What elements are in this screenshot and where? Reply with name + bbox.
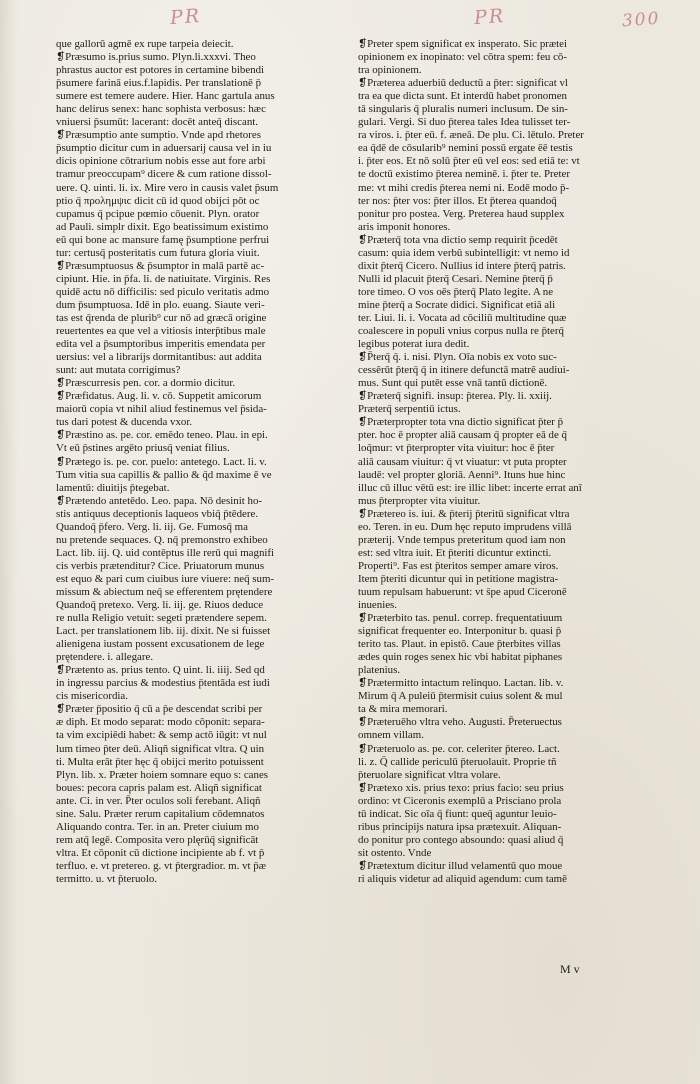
text-line: inuenies.	[358, 599, 398, 612]
text-line: laudē: vel propter gloriā. Aenni⁹. Ituns hue hinc	[358, 468, 566, 481]
text-line: cis verbis prætenditur? Cice. Priuatorum munus	[56, 559, 265, 572]
text-line: sunt: aut mutata corrigimus?	[56, 364, 181, 377]
text-line: Quandoq̄ p̄fero. Verg. li. iij. Ge. Fumosq̄ ma	[56, 520, 248, 533]
text-line: pter. hoc ē propter aliā causam q̄ propter eā de q̄	[358, 429, 567, 442]
text-line: loq̄mur: vt p̄terpropter vita viuitur: hoc ē p̄ter	[358, 442, 555, 455]
text-line: ❡Præterbito tas. penul. correp. frequentatiuum	[358, 612, 563, 625]
text-line: præterij. Vnde tempus preteritum quod iam non	[358, 533, 566, 546]
text-line: casum: quia idem verbū subintelligit: vt nemo id	[358, 246, 570, 259]
text-line: ❡Præter p̄positio q̄ cū a p̄e descendat scribi per	[56, 703, 263, 716]
text-line: ter. Liui. li. i. Vocata ad cōciliū multitudine quæ	[358, 311, 567, 324]
text-line: cipiunt. Hie. in p̄fa. li. de natiuitate. Virginis. Res	[56, 272, 271, 285]
text-line: lamentū: diuitijs p̄tegebat.	[56, 481, 170, 494]
text-line: Præterq̄ serpentiū ictus.	[358, 403, 461, 416]
text-line: ponitur pro postea. Verg. Preterea haud supplex	[358, 207, 565, 220]
text-line: uersius: vel a librarijs dormitantibus: aut addita	[56, 351, 262, 364]
text-line: dicis opinione cōtrarium nobis esse aut fore arbi	[56, 155, 266, 168]
text-line: Vt eū p̄stines argēto priusq̄ veniat filius.	[56, 442, 230, 455]
text-line: Item p̄teriti dicuntur qui in petitione magistra-	[358, 572, 559, 585]
text-line: stis antiquus deceptionis laqueos vbiq̄ p̄tēdere.	[56, 507, 259, 520]
text-line: ❡Prætendo antetēdo. Leo. papa. Nō desinit ho-	[56, 494, 263, 507]
left-text-column	[56, 38, 332, 886]
text-line: eū qui bone ac mansure famę p̄sumptione perfrui	[56, 233, 270, 246]
text-line: vltra. Et cōponit cū dictione incipiente ab f. vt p̄	[56, 846, 265, 859]
text-line: tur: certusq̄ posteritatis cum futura gloria viuit.	[56, 246, 260, 259]
text-line: uere. Q. uinti. li. ix. Mire vero in causis valet p̄sum	[56, 181, 279, 194]
text-line: te doctū existimo p̄terea neminē. i. p̄ter te. Preter	[358, 168, 570, 181]
text-line: sumere est temere audere. Hier. Hanc gartula anus	[56, 90, 275, 103]
text-line: ❡Præsumptio ante sumptio. Vnde apd rhetores	[56, 129, 261, 142]
text-line: dum p̄sumptuosa. Idē in plo. euang. Siaute veri-	[56, 298, 265, 311]
text-line: æ diph. Et modo separat: modo cōponit: separa-	[56, 716, 265, 729]
text-line: rem atq̄ legē. Composita vero plęrūq̄ significāt	[56, 833, 259, 846]
text-line: Aliquando contra. Ter. in an. Preter ciuium mo	[56, 820, 259, 833]
text-line: Nulli id placuit p̄terq̄ Cesari. Nemine p̄terq̄ p̄	[358, 272, 553, 285]
text-line: vniuersi p̄sumūt: lacerant: docēt anteq̄ discant.	[56, 116, 259, 129]
text-line: ❡Præsumo is.prius sumo. Plyn.li.xxxvi. Theo	[56, 51, 256, 64]
text-line: significat frequenter eo. Interponitur b. quasi p̄	[358, 625, 562, 638]
text-line: termitto. u. vt p̄teruolo.	[56, 873, 158, 885]
text-line: ❡Præfidatus. Aug. li. v. cō. Suppetit amicorum	[56, 390, 262, 403]
text-line: ❡Præterea aduerbiū deductū a p̄ter: significat vl	[358, 77, 568, 90]
text-line: ante. Ci. in ver. P̄ter oculos soli ferebant. Aliqñ	[56, 794, 261, 807]
text-line: tore timeo. O vos oēs p̄terq̄ Plato legite. A ne	[358, 285, 554, 298]
margin-annotation-right: PR	[473, 4, 506, 30]
text-line: tra ea que dicta sunt. Et interdū habet pronomen	[358, 90, 567, 103]
text-line: ❡Prætexo xis. prius texo: prius facio: seu prius	[358, 781, 564, 794]
text-line: hanc delirus senex: hanc sophista verbosus: hæc	[56, 103, 266, 116]
text-line: cupamus q̄ pcipue pœmio cōuenit. Plyn. orator	[56, 207, 260, 220]
text-line: ❡Præterq̄ tota vna dictio semp requirit p̄cedēt	[358, 233, 558, 246]
text-line: ❡Præterq̄ signifi. insup: p̄terea. Ply. li. xxiij.	[358, 390, 552, 403]
text-line: tramur preoccupam⁹ dicere & cum ratione dissol-	[56, 168, 272, 181]
text-line: ribus principijs natura ipsa prætexuit. Aliquan-	[358, 820, 562, 833]
text-line: p̄sumere farinā eius.f.lapidis. Per translationē p̄	[56, 77, 262, 90]
page-edge-shadow	[0, 0, 18, 1084]
text-line: aris imponit honores.	[358, 220, 451, 233]
right-text-column	[358, 38, 640, 886]
text-line: gulari. Vergi. Si duo p̄terea tales Idea tulisset ter-	[358, 116, 571, 129]
text-line: ta vim excipiēdi habet: & semp actō iūgit: vt nul	[56, 729, 267, 742]
text-line: ti. Multa erāt p̄ter hęc q̄ obijci merito potuissent	[56, 755, 264, 768]
text-line: est: sed vltra iuit. Et p̄teriti dicuntur extincti.	[358, 546, 552, 559]
signature-mark: M v	[560, 962, 580, 976]
text-line: mus. Sunt qui putēt esse vnā tantū dictionē.	[358, 377, 548, 390]
text-line: ta & mira memorari.	[358, 703, 448, 716]
text-line: missum & abiectum neq̄ se efferentem prętendere	[56, 585, 273, 598]
text-line: i. p̄ter eos. Et nō solū p̄ter eū vel eos: sed etiā te: vt	[358, 155, 580, 168]
text-line: tū indicat. Sic oīa q̄ fiunt: queq̄ aguntur leuio-	[358, 807, 557, 820]
text-line: omnem villam.	[358, 729, 424, 742]
text-line: do ponitur pro contego absoundo: quasi aliud q̄	[358, 833, 564, 846]
text-line: ❡Prætento as. prius tento. Q uint. li. iiij. Sed qd	[56, 664, 265, 677]
text-line: ❡Prætereo is. iui. & p̄terij p̄teritū significat vltra	[358, 507, 570, 520]
text-line: me: vt mihi credis p̄terea nemi ni. Eodē modo p̄-	[358, 181, 570, 194]
text-line: ptio q̄ προλημψιϲ dicit cū id quod obijci pōt oc	[56, 194, 260, 207]
text-line: ❡Preter spem significat ex insperato. Sic prætei	[358, 38, 568, 50]
text-line: aliā causam viuitur: q̄ vt viuatur: vt puta propter	[358, 455, 567, 468]
text-line: sine. Salu. Præter rerum capitalium cōdemnatos	[56, 807, 265, 820]
text-line: ❡Prætermitto intactum relinquo. Lactan. lib. v.	[358, 677, 564, 690]
text-line: ra viros. i. p̄ter eū. f. æneā. De plu. Ci. lētulo. Preter	[358, 129, 584, 142]
text-line: mus p̄terpropter vita viuitur.	[358, 494, 481, 507]
text-line: tas est q̄renda de plurib⁹ cur nō ad græcā origine	[56, 311, 267, 324]
text-line: ❡Præscurresis pen. cor. a dormio dicitur.	[56, 377, 236, 390]
text-line: nu pretende sequaces. Q. nq̄ premonstro exhibeo	[56, 533, 268, 546]
text-line: p̄teruolare significat vltra volare.	[358, 768, 501, 781]
text-line: ❡Prætextum dicitur illud velamentū quo moue	[358, 859, 563, 872]
text-line: Properti⁹. Fas est p̄teritos semper amare viros.	[358, 559, 559, 572]
text-line: edita vel a p̄sumptoribus imperitis emendata per	[56, 338, 266, 351]
text-line: Plyn. lib. x. Præter hoiem somnare equo s: canes	[56, 768, 269, 781]
text-line: Lact. per translationem lib. iij. dixit. Ne si fuisset	[56, 625, 271, 638]
text-line: coalescere in populi vnius corpus nulla re p̄terq̄	[358, 325, 564, 338]
text-line: Lact. lib. iij. Q. uid contēptus ille rerū qui magnifi	[56, 546, 275, 559]
text-line: prętendere. i. allegare.	[56, 651, 154, 664]
text-line: reuertentes ea que vel a vitiosis interp̄tibus male	[56, 325, 266, 338]
text-line: platenius.	[358, 664, 401, 677]
text-line: ter nos: p̄ter vos: p̄ter illos. Et p̄terea quandoq̄	[358, 194, 557, 207]
text-line: ❡Præterpropter tota vna dictio significat p̄ter p̄	[358, 416, 564, 429]
text-line: ❡Præsumptuosus & p̄sumptor in malā partē ac-	[56, 259, 265, 272]
text-line: tuum repulsam habuerunt: vt s̄pe apud Ciceronē	[358, 585, 567, 598]
text-line: p̄sumptio dicitur cum in aduersarij causa vel in iu	[56, 142, 272, 155]
text-line: alienigena iustam possent excusationem de lege	[56, 638, 265, 651]
text-line: terito tas. Plaut. in epistō. Caue p̄terbites villas	[358, 638, 561, 651]
folio-number-annotation: 300	[621, 8, 662, 32]
text-line: Tum vitia sua capillis & pallio & q̄d maxime ē ve	[56, 468, 272, 481]
text-line: terfluo. e. vt pretereo. g. vt p̄tergradior. m. vt p̄æ	[56, 859, 266, 872]
text-line: ❡Præteruolo as. pe. cor. celeriter p̄tereo. Lact.	[358, 742, 560, 755]
text-line: ❡Prætego is. pe. cor. puelo: antetego. Lact. li. v.	[56, 455, 267, 468]
text-line: Quandoq̄ pretexo. Verg. li. iij. ge. Riuos deduce	[56, 599, 264, 612]
text-line: re nulla Religio vetuit: segeti prætendere sepem.	[56, 612, 267, 625]
text-line: quidē actu nō difficilis: sed piculo veritatis admo	[56, 285, 270, 298]
text-line: boues: pecora capris palam est. Aliqñ significat	[56, 781, 262, 794]
text-line: ❡Præstino as. pe. cor. emēdo teneo. Plau. in epi.	[56, 429, 268, 442]
text-line: legibus poterat iura dedit.	[358, 338, 470, 351]
text-line: maiorū copia vt nihil aliud festinemus vel p̄sida-	[56, 403, 267, 416]
text-line: cessērūt p̄terq̄ q̄ in itinere defunctā matrē audiui-	[358, 364, 570, 377]
text-line: ❡P̄terq̄ q̄. i. nisi. Plyn. Oīa nobis ex voto suc-	[358, 351, 557, 364]
text-line: ❡Præteruēho vltra veho. Augusti. P̄reteruectus	[358, 716, 562, 729]
text-line: ea q̄dē de cōsularib⁹ nemini possū ergate ēē testis	[358, 142, 573, 155]
text-line: mine p̄terq̄ a Socrate didici. Significat etiā ali	[358, 298, 556, 311]
text-line: in ingressu parcius & modestius p̄tentāda est iudi	[56, 677, 270, 690]
margin-annotation-left: PR	[169, 4, 202, 30]
text-line: tā singularis q̄ pluralis numeri inclusum. De sin-	[358, 103, 568, 116]
text-line: sit ostento. Vnde	[358, 846, 432, 859]
text-line: ri aliquis videtur ad aliquid agendum: cum tamē	[358, 873, 567, 885]
text-line: phrastus auctor est potores in certamine bibendi	[56, 64, 265, 77]
text-line: ædes quin roges senex hic vbi habitat piphanes	[358, 651, 563, 664]
text-line: opinionem ex inopinato: vel cōtra spem: feu cō-	[358, 51, 567, 64]
text-line: ad Pauli. simplr dixit. Ego beatissimum existimo	[56, 220, 269, 233]
text-line: li. z. Q̄ callide periculū p̄teruolauit. Proprie tñ	[358, 755, 557, 768]
text-line: eo. Teren. in eu. Dum hęc reputo imprudens villā	[358, 520, 572, 533]
text-line: tus dari potest & ducenda vxor.	[56, 416, 193, 429]
text-line: cis misericordia.	[56, 690, 128, 703]
text-line: lum timeo p̄ter deū. Aliqñ significat vltra. Q uin	[56, 742, 265, 755]
text-line: Mirum q̄ A puleiū p̄termisit cuius solent & mul	[358, 690, 563, 703]
text-line: illuc cū illuc vētū est: ire illic libet: incerte errat anī	[358, 481, 582, 494]
text-line: est equo & pari cum ciuibus iure viuere: neq̄ sum-	[56, 572, 275, 585]
text-line: tra opinionem.	[358, 64, 422, 77]
text-line: que gallorū agmē ex rupe tarpeia deiecit.	[56, 38, 234, 50]
text-line: ordino: vt Ciceronis exemplū a Prisciano prola	[358, 794, 562, 807]
text-line: dixit p̄terq̄ Cicero. Nullius id intere p̄terq̄ patris.	[358, 259, 566, 272]
